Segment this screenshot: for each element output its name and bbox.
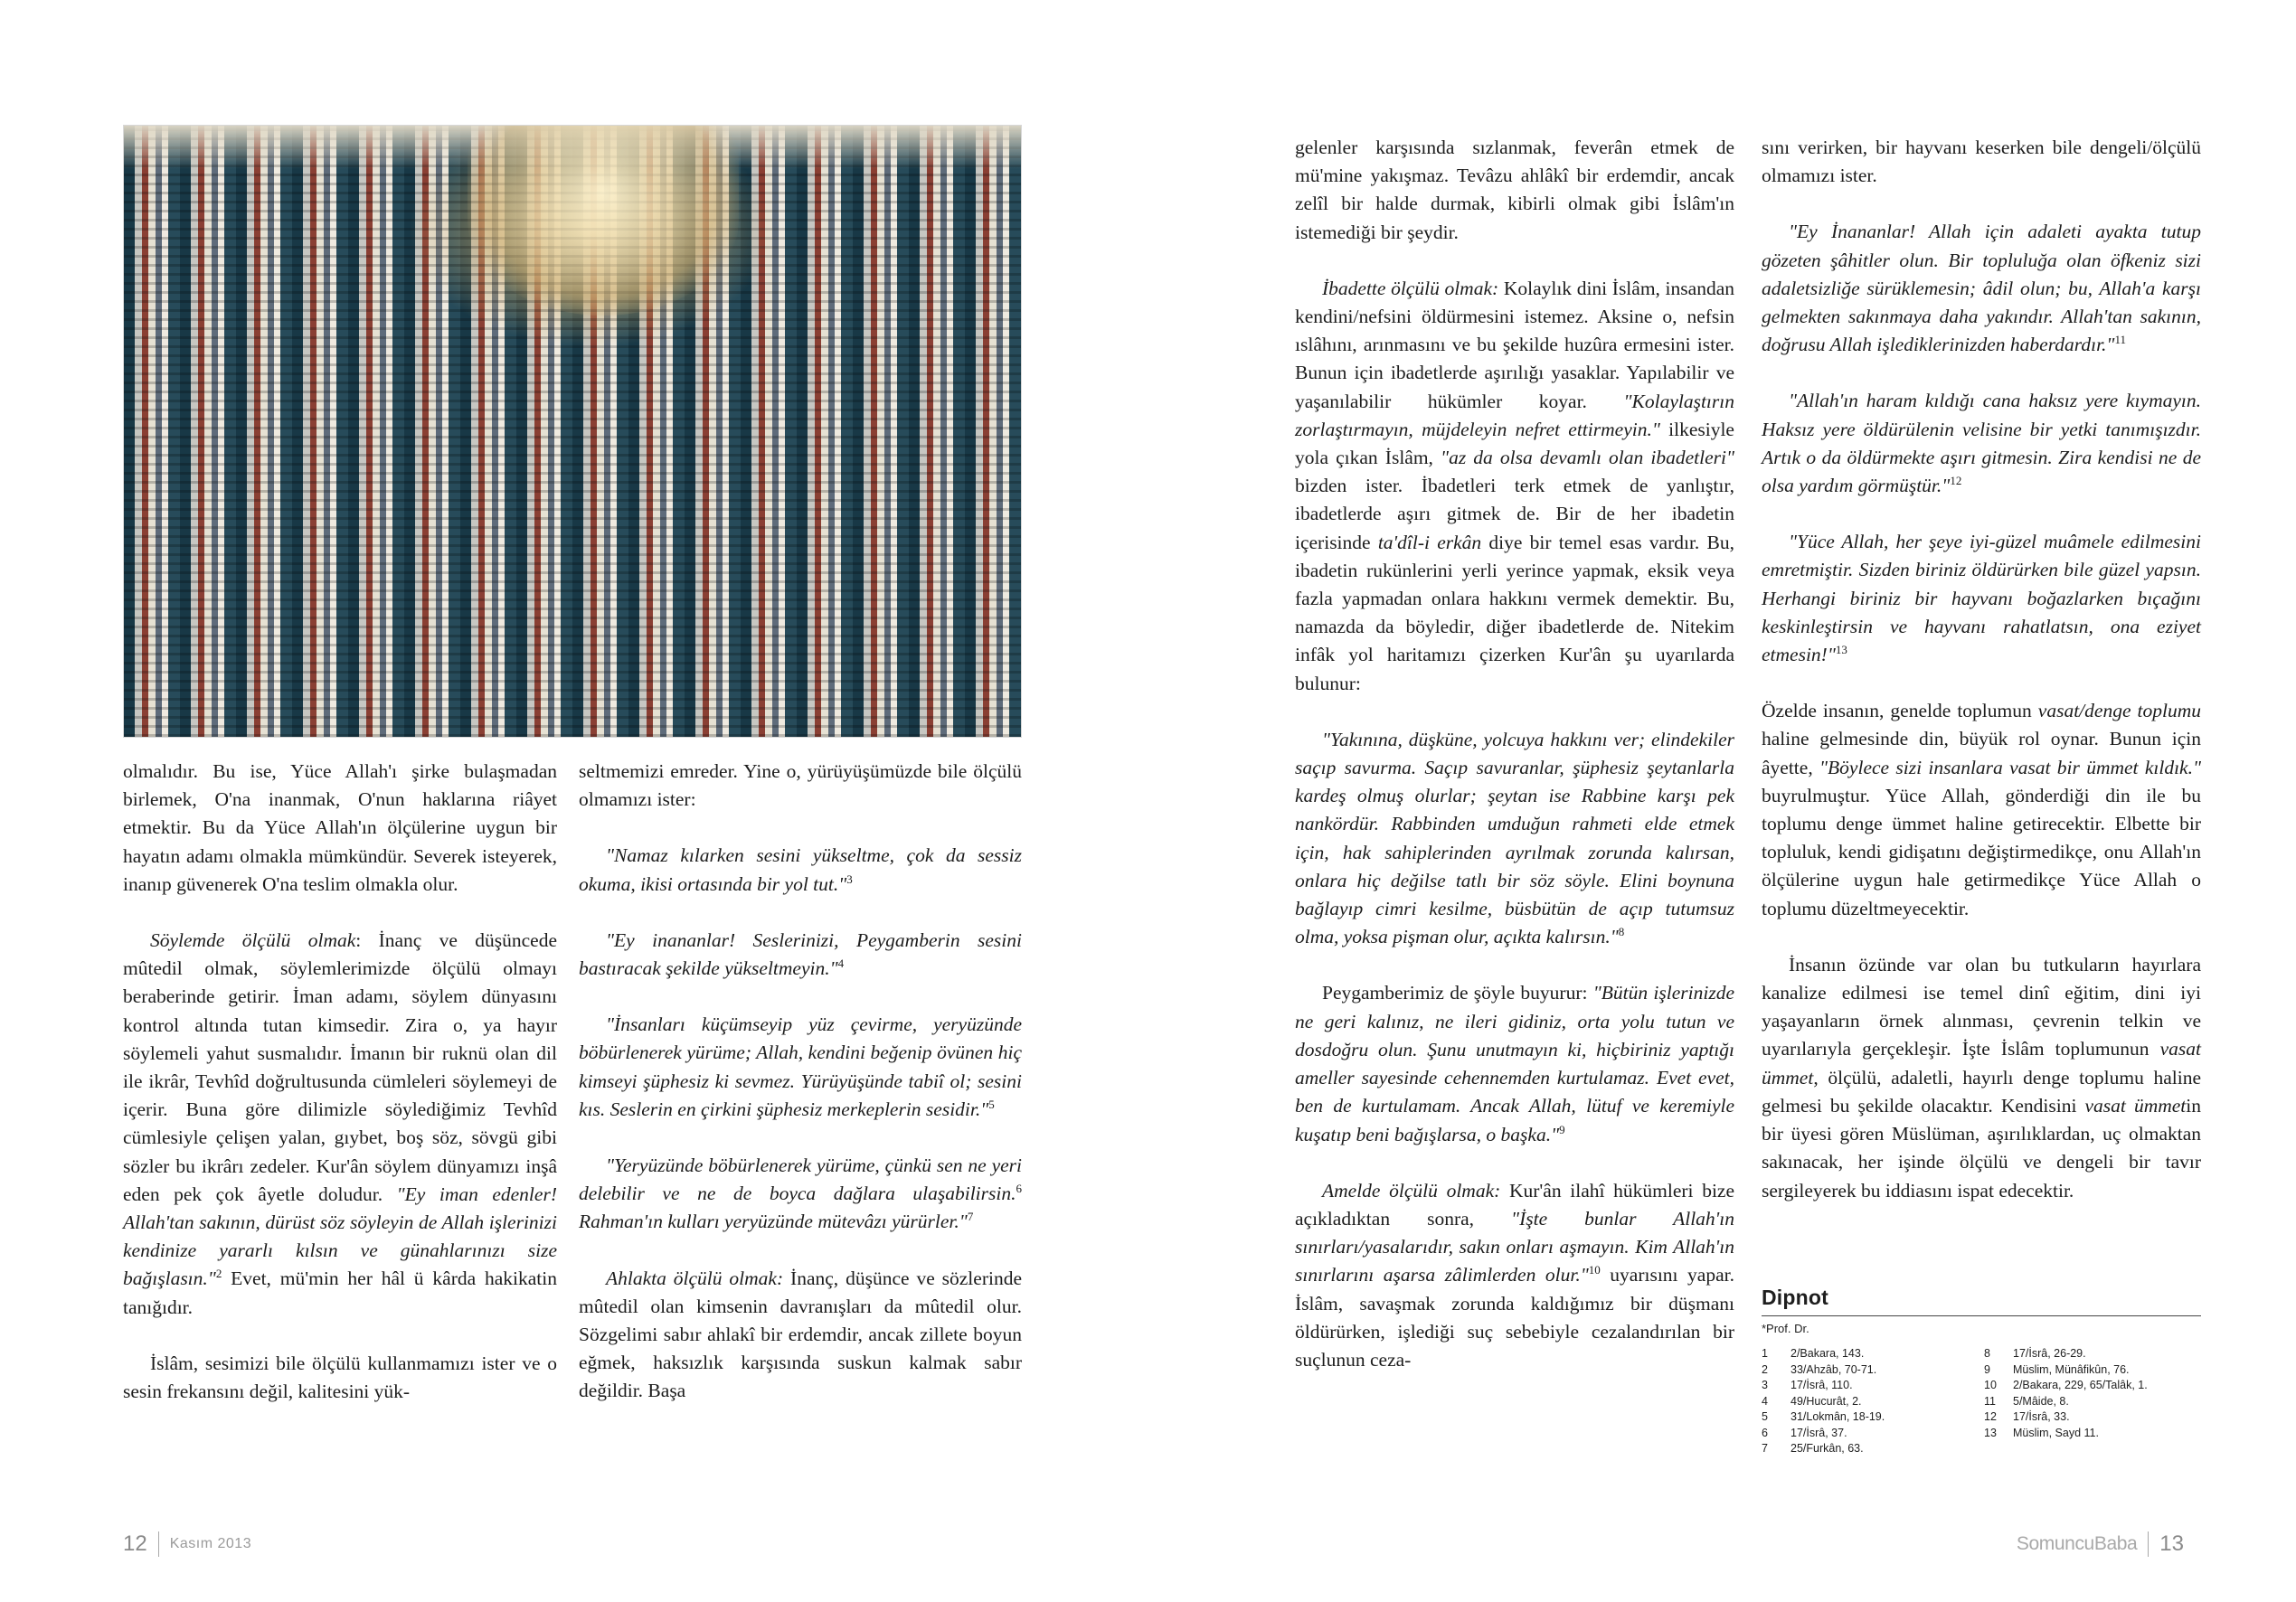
author-note: *Prof. Dr. (1762, 1322, 1809, 1335)
footnote-number: 3 (1762, 1379, 1768, 1391)
paragraph: olmalıdır. Bu ise, Yüce Allah'ı şirke bulaşmadan birlemek, O'na inanmak, O'nun haklarına riâyet etmektir. Bu da Yüce Allah'ın ölçülerine uygun bir hayatın adamı olmakla mümkündür. Severek isteyerek, inanıp güvenerek O'na teslim olmakla olur. (123, 760, 557, 895)
footnote-source: Müslim, Münâfikûn, 76. (2013, 1362, 2130, 1376)
footnote-ref: 7 (967, 1210, 974, 1224)
footnote-number: 9 (1984, 1362, 1990, 1376)
section-lead: Ahlakta ölçülü olmak: (606, 1267, 784, 1289)
footnote-item (1984, 1394, 2201, 1410)
footnote-ref: 11 (2114, 333, 2126, 347)
footnotes-title: Dipnot (1762, 1286, 2201, 1316)
paragraph: seltmemizi emreder. Yine o, yürüyüşümüzde bile ölçülü olmamızı ister: (579, 760, 1022, 811)
footnote-item (1762, 1394, 1979, 1410)
footnote-list-left (1762, 1346, 1979, 1457)
footnote-item (1984, 1346, 2201, 1362)
paragraph: sını verirken, bir hayvanı keserken bile dengeli/ölçülü olmamızı ister. (1762, 137, 2201, 187)
footnote-ref: 6 (1016, 1182, 1022, 1196)
footnote-ref: 13 (1835, 642, 1847, 656)
footnote-ref: 5 (988, 1097, 995, 1111)
footer-divider (2148, 1531, 2149, 1557)
verse-quote: "Böylece sizi insanlara vasat bir ümmet kıldık." (1819, 756, 2201, 778)
term: vasat ümmet (1762, 1038, 2201, 1088)
footnote-source: 25/Furkân, 63. (1791, 1442, 1864, 1455)
footnote-number: 12 (1984, 1410, 1997, 1423)
hadith-quote: "Yüce Allah, her şeye iyi-güzel muâmele edilmesini emretmiştir. Sizden biriniz öldürürken bile güzel yapsın. Herhangi biriniz bir hayvanı boğazlarken bıçağını keskinleştirsin ve hayvanı rahatlatsın, ona eziyet etmesin!"$^{13}$ (1762, 531, 2201, 666)
hadith-quote: "Bütün işlerinizde ne geri kalınız, ne ileri gidiniz, orta yolu tutun ve dosdoğru olun. Şunu unutmayın ki, hiçbiriniz yaptığı ameller sayesinde cehennemden kurtulamaz. Evet evet, ben de kurtulamam. Ancak Allah, lütuf ve keremiyle kuşatıp beni bağışlarsa, o başka." (1295, 982, 1734, 1145)
section-lead: Söylemde ölçülü olmak (150, 929, 356, 952)
footnote-source: 17/İsrâ, 33. (2013, 1410, 2070, 1423)
paragraph-ahlakta (579, 1265, 1022, 1406)
footnote-source: 33/Ahzâb, 70-71. (1791, 1362, 1877, 1376)
footer-left (123, 1531, 251, 1557)
term: ta'dîl-i erkân (1377, 531, 1482, 553)
footnote-source: 2/Bakara, 229, 65/Talâk, 1. (2013, 1379, 2148, 1391)
footnote-number: 4 (1762, 1394, 1768, 1408)
chandelier-icon (468, 126, 739, 316)
footnote-ref: 3 (846, 872, 853, 886)
footnote-item (1762, 1426, 1979, 1442)
verse-quote: "Namaz kılarken sesini yükseltme, çok da sessiz okuma, ikisi ortasında bir yol tut."$^3$ (579, 844, 1022, 895)
footnote-ref: 2 (215, 1267, 222, 1281)
footnote-source: 2/Bakara, 143. (1791, 1347, 1865, 1360)
footnote-number: 8 (1984, 1347, 1990, 1360)
section-lead: Amelde ölçülü olmak: (1322, 1179, 1501, 1202)
footnote-item (1762, 1441, 1979, 1457)
footnote-source: 17/İsrâ, 26-29. (2013, 1347, 2086, 1360)
term: vasat ümmet (2084, 1094, 2187, 1117)
footnote-number: 10 (1984, 1379, 1997, 1391)
footnote-item (1984, 1426, 2201, 1442)
footnote-source: 17/İsrâ, 37. (1791, 1426, 1847, 1439)
footnote-item (1984, 1378, 2201, 1394)
footnote-list-right (1984, 1346, 2201, 1457)
verse-quote: "Ey İnananlar! Allah için adaleti ayakta tutup gözeten şâhitler olun. Bir topluluğa olan öfkeniz sizi adaletsizliğe sürüklemesin; âdil olun; bu, Allah'a karşı gelmekten sakınmaya daha yakındır. Allah'tan sakının, doğrusu Allah işlediklerinizden haberdardır."$^{11}$ (1762, 221, 2201, 356)
footnote-ref: 9 (1559, 1122, 1565, 1136)
page-number-right: 13 (2159, 1531, 2184, 1556)
verse-quote: "Yeryüzünde böbürlenerek yürüme, çünkü sen ne yeri delebilir ve ne de boyca dağlara ulaşabilirsin.$^6$ Rahman'ın kulları yeryüzünde mütevâzı yürürler."$^7$ (579, 1154, 1022, 1233)
hadith-quote: "Kolaylaştırın zorlaştırmayın, müjdeleyin nefret ettirmeyin." (1295, 390, 1734, 440)
footnote-item (1762, 1362, 1979, 1379)
footnote-source: 31/Lokmân, 18-19. (1791, 1410, 1885, 1423)
text-column-3 (1295, 134, 1734, 1374)
footnote-source: 49/Hucurât, 2. (1791, 1394, 1862, 1408)
footnote-item (1984, 1409, 2201, 1426)
footnote-number: 1 (1762, 1347, 1768, 1360)
footnote-item (1762, 1378, 1979, 1394)
paragraph-ibadette: İbadette ölçülü olmak: Kolaylık dini İslâm, insandan kendini/nefsini öldürmesini istemez. Aksine o, nefsin ıslâhını, arınmasını ve bu şekilde huzûra ermesini ister. Bunun için ibadetlerde aşırılığı yasaklar. Yapılabilir ve yaşanılabilir hükümler koyar. "Kolaylaştırın zorlaştırmayın, müjdeleyin nefret ettirmeyin." ilkesiyle yola çıkan İslâm, "az da olsa devamlı olan ibadetleri" bizden ister. İbadetleri terk etmek de yanlıştır, ibadetlerde aşırı gitmek de. Bir de her ibadetin içerisinde ta'dîl-i erkân diye bir temel esas vardır. Bu, ibadetin rukünlerini yerli yerince yapmak, eksik veya fazla yapmadan onlara hakkını vermek demektir. Bu, namazda da böyledir, diğer ibadetlerde de. Nitekim infâk yol haritamızı çizerken Kur'ân şu uyarılarda bulunur: (1295, 277, 1735, 694)
verse-quote: "Allah'ın haram kıldığı cana haksız yere kıymayın. Haksız yere öldürülenin velisine bir yetki tanımışızdır. Artık o da öldürmekte aşırı gitmesin. Zira kendisi ne de olsa yardım görmüştür."$^{12}$ (1762, 390, 2201, 497)
footnotes (1762, 1286, 2201, 1457)
paragraph-soylemde (123, 927, 557, 1322)
text-column-1 (123, 758, 557, 1406)
paragraph-vasat: Özelde insanın, genelde toplumun vasat/denge toplumu haline gelmesinde din, büyük rol oynar. Bunun için âyette, "Böylece sizi insanlara vasat bir ümmet kıldık." buyrulmuştur. Yüce Allah, gönderdiği din ile bu toplumu denge ümmet haline getirecektir. Elbette bir topluluk, kendi gidişatını değiştirmedikçe, onu Allah'ın ölçülerine uygun hale getirmedikçe Yüce Allah o toplumu düzeltmeyecektir. (1762, 700, 2201, 919)
footnote-number: 11 (1984, 1394, 1996, 1408)
footnote-number: 13 (1984, 1426, 1997, 1439)
paragraph-amelde: Amelde ölçülü olmak: Kur'ân ilahî hükümleri bize açıkladıktan sonra, "İşte bunlar Allah'ın sınırları/yasalarıdır, sakın onları aşmayın. Kim Allah'ın sınırlarını aşarsa zâlimlerden olur."$^{10}$ uyarısını yapar. İslâm, savaşmak zorunda kaldığımız bir düşmanı öldürürken, işlediği suç sebebiyle cezalandırılan bir suçlunun ceza- (1295, 1179, 1734, 1371)
footnote-item (1762, 1346, 1979, 1362)
footer-right (2017, 1531, 2184, 1557)
paragraph: gelenler karşısında sızlanmak, feverân etmek de mü'mine yakışmaz. Tevâzu ahlâkî bir erdemdir, ancak zelîl bir halde durmak, kibirli olmak gibi İslâm'ın istemediği bir şeydir. (1295, 137, 1734, 243)
paragraph-insanin: İnsanın özünde var olan bu tutkuların hayırlara kanalize edilmesi ise temel dinî eğitim, dini iyi yaşayanların örnek alınması, çevrenin telkin ve uyarılarıyla gerçekleşir. İşte İslâm toplumunun vasat ümmet, ölçülü, adaletli, hayırlı denge toplumu haline gelmesi bu şekilde olacaktır. Kendisini vasat ümmetin bir üyesi gören Müslüman, aşırılıklardan, uç olmaktan sakınacak, her işinde ölçülü ve dengeli bir tavır sergileyerek bu iddiasını ispat edecektir. (1762, 953, 2201, 1202)
footnote-number: 6 (1762, 1426, 1768, 1439)
paragraph-text: İnanç, düşünce ve sözlerinde mûtedil olan kimsenin davranışları da mûtedil olur. Sözgelimi sabır ahlakî bir erdemdir, ancak zillete boyun eğmek, haksızlık karşısında suskun kalmak sabır değildir. Başa (579, 1267, 1022, 1402)
footnote-ref: 8 (1618, 925, 1625, 939)
verse-quote: "Ey inananlar! Seslerinizi, Peygamberin sesini bastıracak şekilde yükseltmeyin."$^4$ (579, 928, 1022, 980)
paragraph-text: : İnanç ve düşüncede mûtedil olmak, söylemlerimizde ölçülü olmayı beraberinde getirir. İman adamı, söylem dünyasını kontrol altında tutan kimsedir. Zira o, ya hayır söylemeli yahut susmalıdır. İmanın bir ruknü olan dil ile ikrâr, Tevhîd doğrultusunda cümleleri söylemeyi de içerir. Buna göre dilimizle söylediğimiz Tevhîd cümlesiyle çelişen yalan, gıybet, boş söz, sövgü gibi sözler bu ikrârı zedeler. Kur'ân söylem dünyamızı inşâ eden pek çok âyetle doludur. (123, 929, 557, 1205)
footnote-item (1762, 1409, 1979, 1426)
paragraph-text: Evet, mü'min her hâl ü kârda hakikatin tanığıdır. (123, 1267, 557, 1318)
verse-quote: "İşte bunlar Allah'ın sınırları/yasalarıdır, sakın onları aşmayın. Kim Allah'ın sınırlarını aşarsa zâlimlerden olur." (1295, 1207, 1734, 1286)
text-column-4 (1762, 134, 2201, 1205)
issue-date: Kasım 2013 (169, 1536, 252, 1551)
paragraph-peygamberimiz: Peygamberimiz de şöyle buyurur: "Bütün işlerinizde ne geri kalınız, ne ileri gidiniz, orta yolu tutun ve dosdoğru olun. Şunu unutmayın ki, hiçbiriniz yaptığı ameller sayesinde cehennemden kurtulamaz. Evet evet, ben de kurtulamam. Ancak Allah, lütuf ve keremiyle kuşatıp beni bağışlarsa, o başka."$^9$ (1295, 982, 1734, 1145)
footnote-number: 5 (1762, 1410, 1768, 1423)
footnote-ref: 4 (837, 956, 845, 970)
footnote-item (1984, 1362, 2201, 1379)
footnote-source: 5/Mâide, 8. (2013, 1394, 2069, 1408)
footer-divider (158, 1531, 159, 1557)
footnote-source: 17/İsrâ, 110. (1791, 1379, 1853, 1391)
text-column-2 (579, 758, 1022, 1406)
hadith-quote: "az da olsa devamlı olan ibadetleri" (1441, 447, 1734, 469)
magazine-brand-logo: SomuncuBaba (2016, 1533, 2138, 1554)
footnote-number: 7 (1762, 1442, 1768, 1455)
page-number-left: 12 (123, 1531, 147, 1556)
footnote-number: 2 (1762, 1362, 1768, 1376)
verse-quote: "İnsanları küçümseyip yüz çevirme, yeryüzünde böbürlenerek yürüme; Allah, kendini beğenip övünen hiç kimseyi şüphesiz ki sevmez. Yürüyüşünde tabiî ol; sesini kıs. Seslerin en çirkini şüphesiz merkeplerin sesidir."$^5$ (579, 1013, 1022, 1120)
term: vasat/denge toplumu (2037, 700, 2201, 722)
mosque-congregation-photo (123, 125, 1022, 738)
section-lead: İbadette ölçülü olmak: (1322, 277, 1499, 299)
footnote-ref: 10 (1588, 1263, 1601, 1277)
footnote-source: Müslim, Sayd 11. (2013, 1426, 2099, 1439)
verse-quote: "Ey iman edenler! Allah'tan sakının, dürüst söz söyleyin de Allah işlerinizi kendinize yararlı kılsın ve günahlarınızı size bağışlasın." (123, 1183, 557, 1290)
verse-quote: "Yakınına, düşküne, yolcuya hakkını ver; elindekiler saçıp savurma. Saçıp savuranlar, şüphesiz şeytanlarla kardeş olmuş olurlar; şeytan ise Rabbine karşı pek nankördür. Rabbinden umduğun rahmeti elde etmek için, hak sahiplerinden ayrılmak zorunda kalırsan, onlara hiç değilse tatlı bir söz söyle. Elini boynuna bağlayıp cimri kesilme, büsbütün de açıp tutumsuz olma, yoksa pişman olur, açıkta kalırsın."$^8$ (1295, 728, 1734, 948)
footnote-ref: 12 (1950, 473, 1962, 487)
paragraph: İslâm, sesimizi bile ölçülü kullanmamızı ister ve o sesin frekansını değil, kalitesini yük- (123, 1352, 557, 1403)
